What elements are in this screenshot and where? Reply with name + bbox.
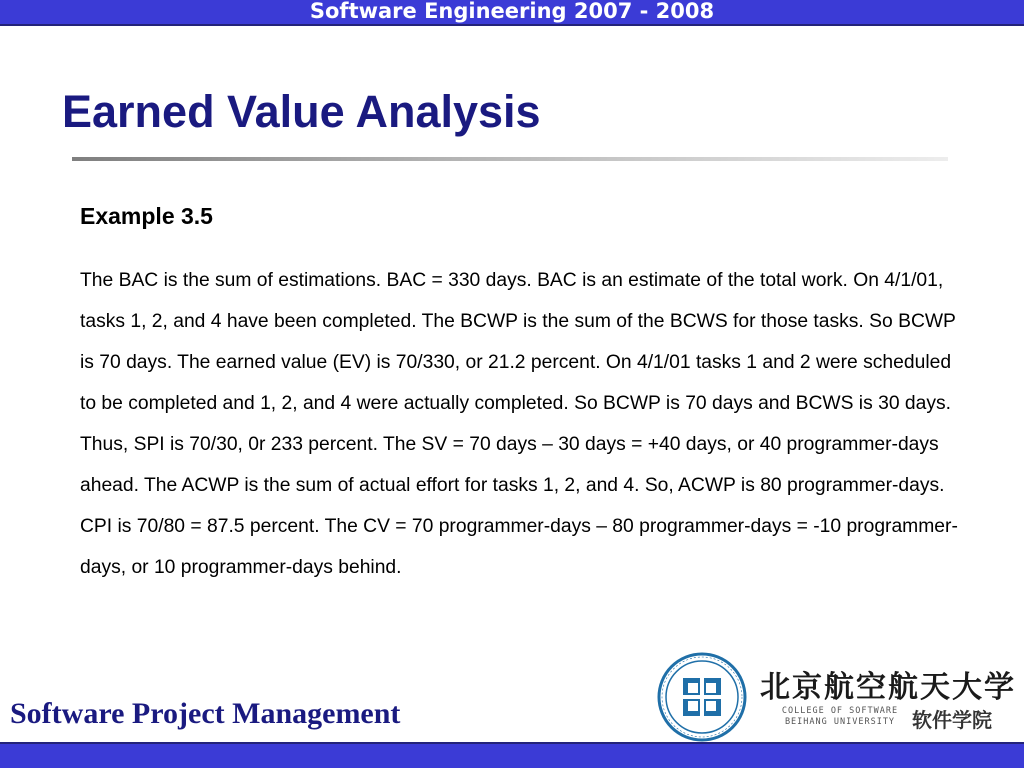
course-header: Software Engineering 2007 - 2008	[309, 0, 715, 23]
university-seal-icon	[657, 652, 747, 742]
example-heading: Example 3.5	[80, 203, 213, 229]
college-en-line2: BEIHANG UNIVERSITY	[784, 717, 896, 727]
college-english-name	[770, 706, 910, 728]
college-chinese-name: 软件学院	[912, 708, 992, 732]
body-paragraph: The BAC is the sum of estimations. BAC = 330 days. BAC is an estimate of the total work. On 4/1/01, tasks 1, 2, and 4 have been completed. The BCWP is the sum of the BCWS for those tasks. So BCWP is 70 days. The earned value (EV) is 70/330, or 21.2 percent. On 4/1/01 tasks 1 and 2 were scheduled to be completed and 1, 2, and 4 were actually completed. So BCWP is 70 days and BCWS is 30 days. Thus, SPI is 70/30, 0r 233 percent. The SV = 70 days – 30 days = +40 days, or 40 programmer-days ahead. The ACWP is the sum of actual effort for tasks 1, 2, and 4. So, ACWP is 80 programmer-days. CPI is 70/80 = 87.5 percent. The CV = 70 programmer-days – 80 programmer-days = -10 programmer-days, or 10 programmer-days behind.	[80, 270, 958, 578]
college-en-line1: COLLEGE OF SOFTWARE	[781, 706, 899, 716]
footer-course-title: Software Project Management	[10, 697, 401, 730]
title-divider	[72, 157, 948, 161]
university-name: 北京航空航天大学	[760, 670, 1016, 705]
header-bar	[0, 0, 1024, 26]
footer-bar	[0, 742, 1024, 768]
slide-title: Earned Value Analysis	[62, 86, 541, 137]
